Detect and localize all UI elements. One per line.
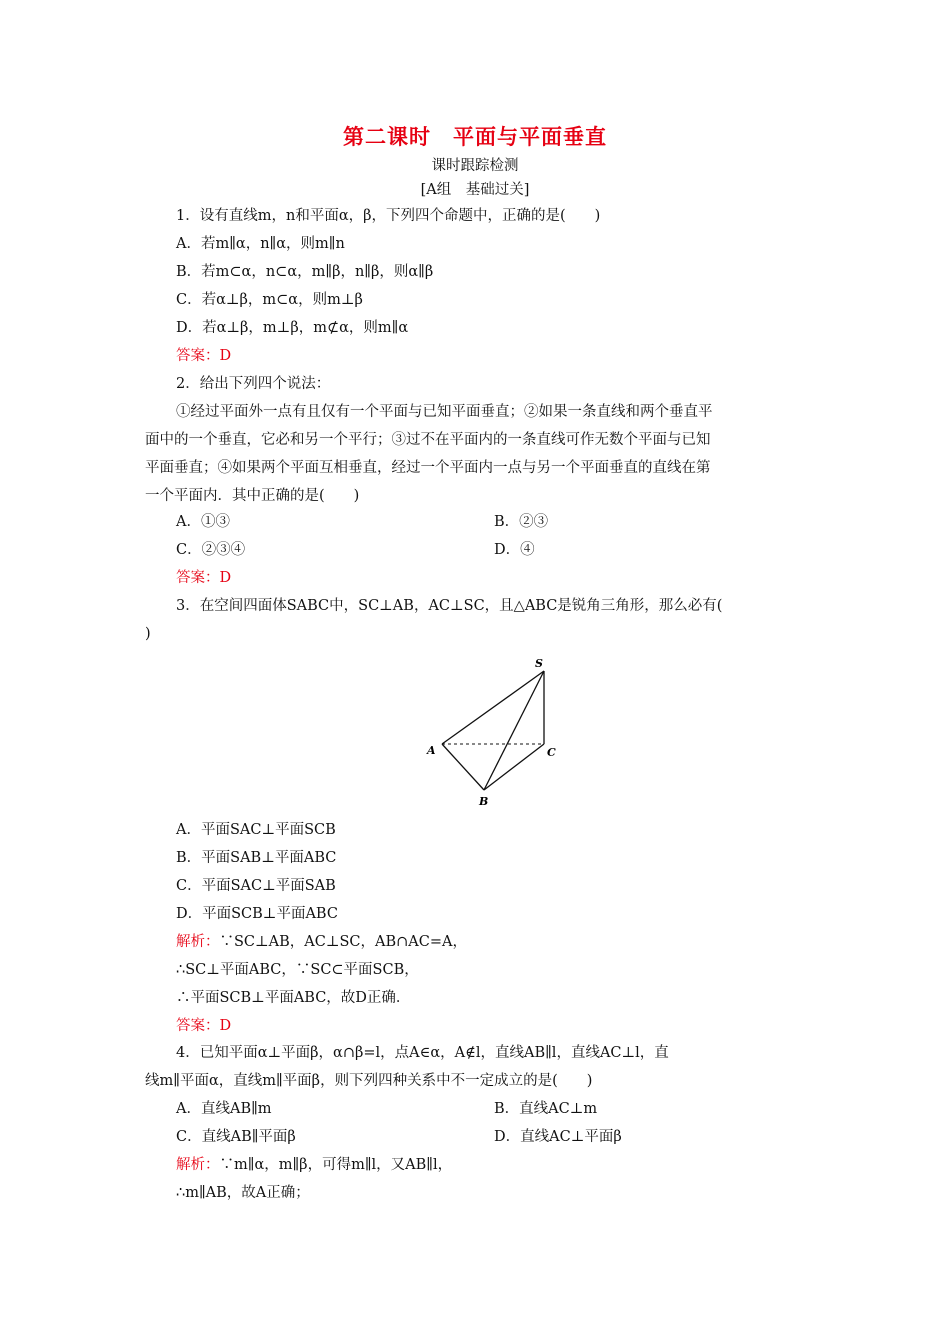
q1-answer: 答案：D bbox=[176, 348, 232, 364]
q1-option-d: D．若α⊥β，m⊥β，m⊄α，则m∥α bbox=[176, 320, 409, 336]
label-b: B bbox=[479, 795, 489, 808]
label-s: S bbox=[535, 657, 543, 670]
q2-option-c: C．②③④ bbox=[176, 542, 246, 558]
q1-option-c: C．若α⊥β，m⊂α，则m⊥β bbox=[176, 292, 363, 308]
q4-option-a: A．直线AB∥m bbox=[176, 1101, 272, 1117]
q4-option-c: C．直线AB∥平面β bbox=[176, 1129, 296, 1145]
q3-option-d: D．平面SCB⊥平面ABC bbox=[176, 906, 338, 922]
label-c: C bbox=[547, 746, 556, 759]
q3-stem-line-2: ) bbox=[145, 626, 151, 642]
q3-analysis-line-1 bbox=[176, 932, 467, 952]
q3-answer: 答案：D bbox=[176, 1018, 232, 1034]
q3-option-c: C．平面SAC⊥平面SAB bbox=[176, 878, 336, 894]
q4-stem-line-2: 线m∥平面α，直线m∥平面β，则下列四种关系中不一定成立的是( ) bbox=[145, 1073, 593, 1089]
q1-option-a: A．若m∥α，n∥α，则m∥n bbox=[176, 236, 345, 252]
q4-analysis-text-1: ∵m∥α，m∥β，可得m∥l，又AB∥l， bbox=[219, 1157, 453, 1173]
q3-analysis-text-1: ∵SC⊥AB，AC⊥SC，AB∩AC=A， bbox=[219, 934, 467, 950]
q3-option-a: A．平面SAC⊥平面SCB bbox=[176, 822, 336, 838]
group-heading: [A组 基础过关] bbox=[420, 182, 530, 198]
q4-analysis-line-1 bbox=[176, 1155, 452, 1175]
q3-stem-line-1: 3．在空间四面体SABC中，SC⊥AB，AC⊥SC，且△ABC是锐角三角形，那么必有( bbox=[176, 598, 723, 614]
q4-analysis-label: 解析： bbox=[176, 1157, 220, 1173]
q1-stem: 1．设有直线m，n和平面α，β，下列四个命题中，正确的是( ) bbox=[176, 208, 601, 224]
q4-analysis-line-2: ∴m∥AB，故A正确； bbox=[176, 1185, 310, 1201]
q2-text-line-4: 一个平面内．其中正确的是( ) bbox=[145, 488, 360, 504]
q2-answer: 答案：D bbox=[176, 570, 232, 586]
q3-analysis-line-2: ∴SC⊥平面ABC，∵SC⊂平面SCB， bbox=[176, 962, 419, 978]
tetrahedron-figure bbox=[420, 650, 570, 810]
q3-analysis-line-3: ∴平面SCB⊥平面ABC，故D正确． bbox=[176, 990, 411, 1006]
q2-option-b: B．②③ bbox=[494, 514, 549, 530]
q2-option-d: D．④ bbox=[494, 542, 535, 558]
label-a: A bbox=[427, 744, 436, 757]
q2-text-line-1: ①经过平面外一点有且仅有一个平面与已知平面垂直；②如果一条直线和两个垂直平 bbox=[176, 404, 713, 420]
q2-option-a: A．①③ bbox=[176, 514, 230, 530]
subtitle: 课时跟踪检测 bbox=[431, 158, 519, 174]
page-title: 第二课时 平面与平面垂直 bbox=[343, 125, 607, 149]
q2-text-line-2: 面中的一个垂直，它必和另一个平行；③过不在平面内的一条直线可作无数个平面与已知 bbox=[145, 432, 711, 448]
q2-stem: 2．给出下列四个说法： bbox=[176, 376, 331, 392]
q4-option-d: D．直线AC⊥平面β bbox=[494, 1129, 622, 1145]
q3-option-b: B．平面SAB⊥平面ABC bbox=[176, 850, 337, 866]
q3-analysis-label: 解析： bbox=[176, 934, 220, 950]
q2-text-line-3: 平面垂直；④如果两个平面互相垂直，经过一个平面内一点与另一个平面垂直的直线在第 bbox=[145, 460, 711, 476]
q4-stem-line-1: 4．已知平面α⊥平面β，α∩β=l，点A∈α，A∉l，直线AB∥l，直线AC⊥l，直 bbox=[176, 1045, 669, 1061]
q4-option-b: B．直线AC⊥m bbox=[494, 1101, 598, 1117]
q1-option-b: B．若m⊂α，n⊂α，m∥β，n∥β，则α∥β bbox=[176, 264, 434, 280]
